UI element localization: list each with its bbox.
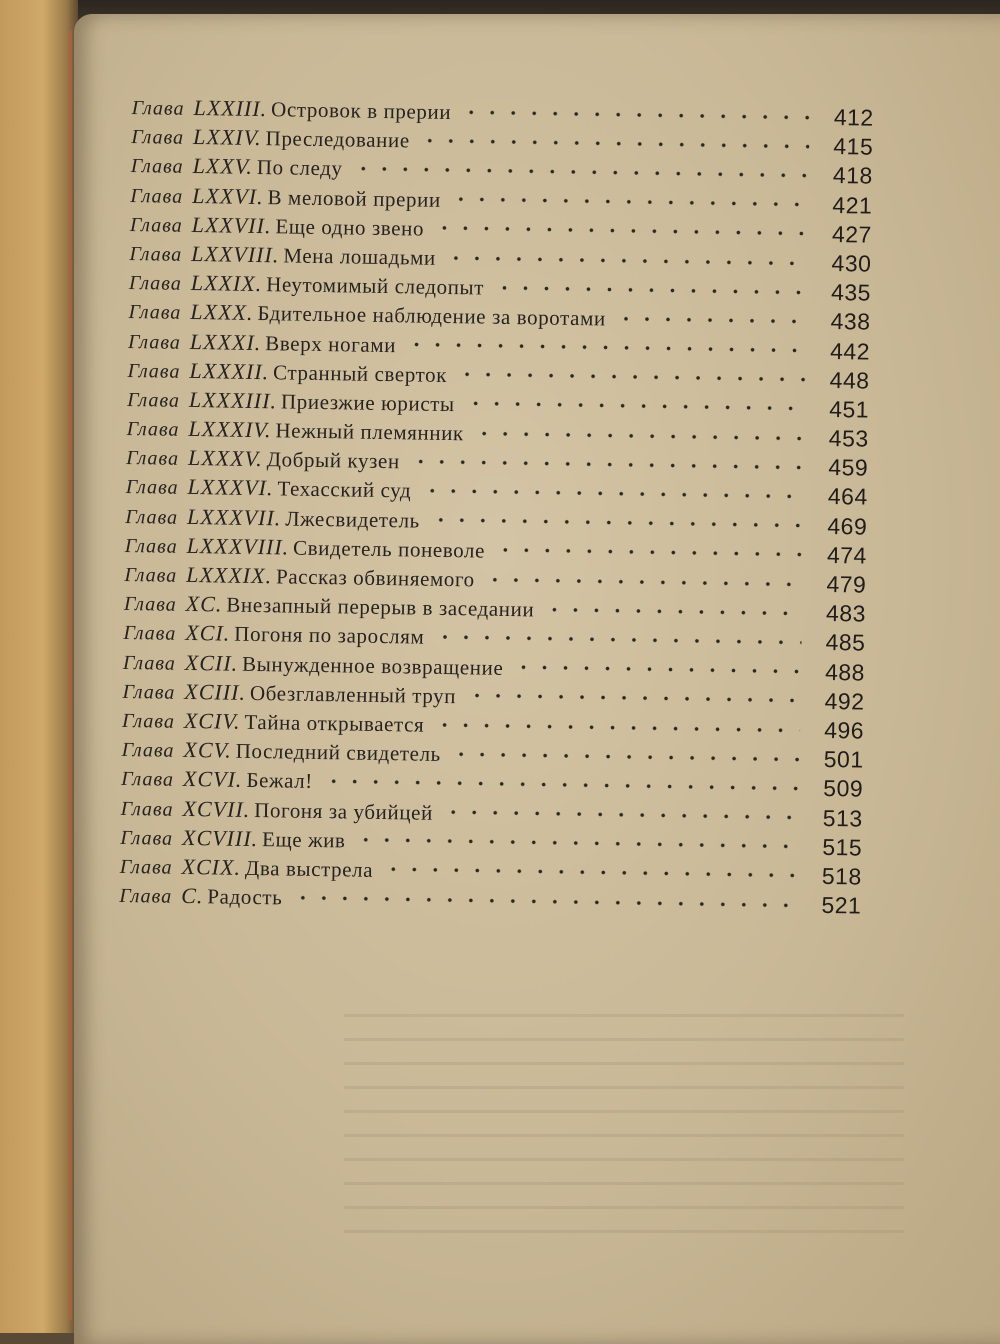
chapter-title: Тайна открывается (244, 709, 425, 737)
chapter-title: Лжесвидетель (285, 506, 421, 533)
chapter-title: Внезапный перерыв в заседании (226, 592, 535, 622)
page-number: 451 (829, 395, 870, 423)
chapter-title: Преследование (265, 126, 410, 153)
dot-leader (323, 778, 799, 791)
page-number: 509 (823, 775, 864, 802)
chapter-title: Два выстрела (244, 855, 374, 882)
dot-leader (495, 547, 803, 558)
chapter-title: Обезглавленный труп (249, 680, 457, 708)
chapter-number: LXXXIII. (188, 386, 278, 414)
chapter-label: Глава (121, 739, 175, 762)
dot-leader (406, 341, 806, 353)
chapter-label: Глава (119, 884, 173, 908)
page-number: 469 (827, 512, 868, 540)
dot-leader (434, 721, 800, 733)
chapter-number: XCIX. (181, 853, 242, 880)
chapter-title: Добрый кузен (266, 447, 400, 474)
page-number: 464 (827, 483, 868, 511)
page-number: 485 (825, 629, 866, 656)
page-number: 412 (833, 104, 874, 131)
chapter-title: Островок в прерии (270, 97, 452, 125)
chapter-title: Погоня за убийцей (254, 797, 434, 825)
chapter-title: В меловой прерии (267, 184, 442, 212)
chapter-title: Радость (207, 884, 283, 910)
chapter-label: Глава (129, 213, 183, 237)
chapter-title: Свидетель поневоле (292, 535, 486, 563)
page-number: 435 (830, 279, 872, 306)
dot-leader (451, 196, 809, 208)
page-number: 418 (832, 162, 873, 190)
chapter-label: Глава (123, 593, 177, 616)
chapter-number: XCI. (185, 620, 231, 646)
show-through-text (344, 1014, 904, 1244)
dot-leader (474, 430, 805, 441)
chapter-number: LXXXI. (189, 328, 262, 355)
dot-leader (434, 634, 801, 646)
chapter-number: LXXIV. (192, 124, 262, 151)
dot-leader (356, 837, 799, 850)
page-number: 483 (825, 600, 867, 627)
chapter-label: Глава (130, 155, 184, 179)
chapter-title: По следу (256, 155, 343, 181)
dot-leader (421, 488, 803, 500)
page-number: 521 (821, 891, 862, 919)
dot-leader (434, 225, 808, 237)
chapter-number: LXXXIX. (186, 561, 273, 589)
chapter-label: Глава (120, 826, 174, 850)
chapter-title: Приезжие юристы (280, 389, 455, 416)
chapter-label: Глава (119, 855, 173, 879)
page-number: 474 (826, 541, 868, 569)
page-number: 513 (822, 804, 863, 832)
chapter-number: LXXV. (192, 153, 254, 180)
chapter-label: Глава (122, 680, 176, 704)
page-number: 427 (831, 220, 873, 248)
chapter-title: Еще одно звено (275, 214, 425, 241)
dot-leader (616, 316, 807, 325)
dot-leader (410, 458, 804, 470)
chapter-label: Глава (126, 418, 180, 441)
chapter-title: Неутомимый следопыт (266, 272, 485, 300)
page-number: 430 (831, 249, 872, 277)
chapter-label: Глава (123, 622, 177, 646)
book-cover-edge (0, 0, 78, 1333)
chapter-label: Глава (127, 359, 181, 383)
chapter-title: Вынужденное возвращение (241, 651, 504, 680)
page-number: 421 (832, 191, 873, 219)
chapter-label: Глава (125, 505, 179, 529)
chapter-number: XCVII. (182, 795, 251, 822)
dot-leader (446, 254, 808, 266)
chapter-title: Рассказ обвиняемого (275, 564, 475, 592)
chapter-number: XCVIII. (181, 824, 259, 851)
page-number: 518 (821, 862, 862, 890)
dot-leader (383, 867, 798, 880)
dot-leader (466, 693, 801, 704)
page-number: 501 (823, 746, 864, 773)
chapter-number: XCIV. (183, 707, 241, 734)
dot-leader (494, 284, 807, 295)
chapter-label: Глава (122, 651, 177, 675)
chapter-number: LXXVIII. (191, 240, 280, 268)
page-number: 448 (829, 366, 870, 394)
chapter-number: XCVI. (182, 766, 243, 793)
dot-leader (420, 137, 810, 149)
page-number: 488 (824, 658, 866, 686)
page-number: 459 (828, 454, 869, 481)
chapter-number: LXXIII. (193, 94, 268, 122)
chapter-number: LXXXVI. (187, 474, 274, 501)
chapter-number: XCV. (183, 737, 232, 763)
chapter-label: Глава (126, 447, 180, 471)
chapter-number: LXXXIV. (188, 415, 272, 443)
chapter-label: Глава (125, 476, 179, 500)
dot-leader (544, 606, 802, 616)
chapter-title: Бдительное наблюдение за воротами (257, 301, 606, 331)
chapter-title: Бежал! (246, 768, 314, 794)
chapter-label: Глава (121, 709, 176, 733)
chapter-number: LXXVI. (192, 182, 264, 209)
chapter-label: Глава (129, 242, 183, 266)
chapter-label: Глава (121, 768, 175, 792)
chapter-title: Странный сверток (272, 359, 448, 387)
dot-leader (292, 894, 797, 908)
chapter-title: Техасский суд (277, 476, 412, 503)
chapter-title: Нежный племянник (275, 418, 465, 446)
dot-leader (513, 664, 801, 675)
chapter-number: XC. (185, 591, 223, 617)
chapter-label: Глава (128, 301, 182, 325)
page-number: 515 (822, 833, 863, 861)
chapter-label: Глава (130, 184, 184, 208)
chapter-number: LXXX. (190, 299, 254, 326)
page-number: 479 (826, 570, 867, 598)
dot-leader (443, 809, 799, 821)
chapter-number: XCIII. (184, 678, 247, 705)
dot-leader (465, 401, 805, 412)
chapter-number: LXXXVII. (186, 503, 282, 531)
chapter-number: C. (181, 882, 204, 909)
chapter-label: Глава (124, 534, 178, 558)
chapter-label: Глава (126, 388, 181, 412)
chapter-title: Мена лошадьми (283, 243, 437, 270)
chapter-number: LXXXV. (187, 445, 263, 472)
chapter-label: Глава (127, 330, 182, 354)
dot-leader (451, 751, 800, 762)
chapter-label: Глава (131, 96, 185, 120)
page-number: 442 (829, 337, 871, 365)
dot-leader (485, 576, 803, 587)
dot-leader (457, 371, 806, 382)
page-number: 496 (823, 716, 865, 744)
dot-leader (430, 517, 804, 529)
page-number: 492 (824, 687, 865, 715)
chapter-title: Погоня по зарослям (234, 622, 425, 650)
chapter-number: XCII. (184, 649, 239, 676)
chapter-label: Глава (120, 797, 174, 821)
dot-leader (461, 109, 810, 120)
chapter-title: Еще жив (261, 826, 346, 853)
chapter-label: Глава (131, 126, 185, 150)
chapter-title: Последний свидетель (235, 738, 441, 767)
chapter-label: Глава (124, 563, 178, 587)
page-number: 438 (830, 308, 871, 335)
table-of-contents (119, 92, 874, 921)
page-number: 415 (833, 133, 874, 160)
chapter-number: LXXIX. (190, 270, 263, 297)
chapter-number: LXXVII. (191, 211, 272, 238)
chapter-number: LXXXVIII. (186, 532, 290, 560)
chapter-title: Вверх ногами (265, 330, 397, 357)
chapter-number: LXXXII. (189, 357, 270, 384)
chapter-label: Глава (128, 272, 182, 295)
page-number: 453 (828, 425, 869, 452)
dot-leader (353, 165, 809, 178)
